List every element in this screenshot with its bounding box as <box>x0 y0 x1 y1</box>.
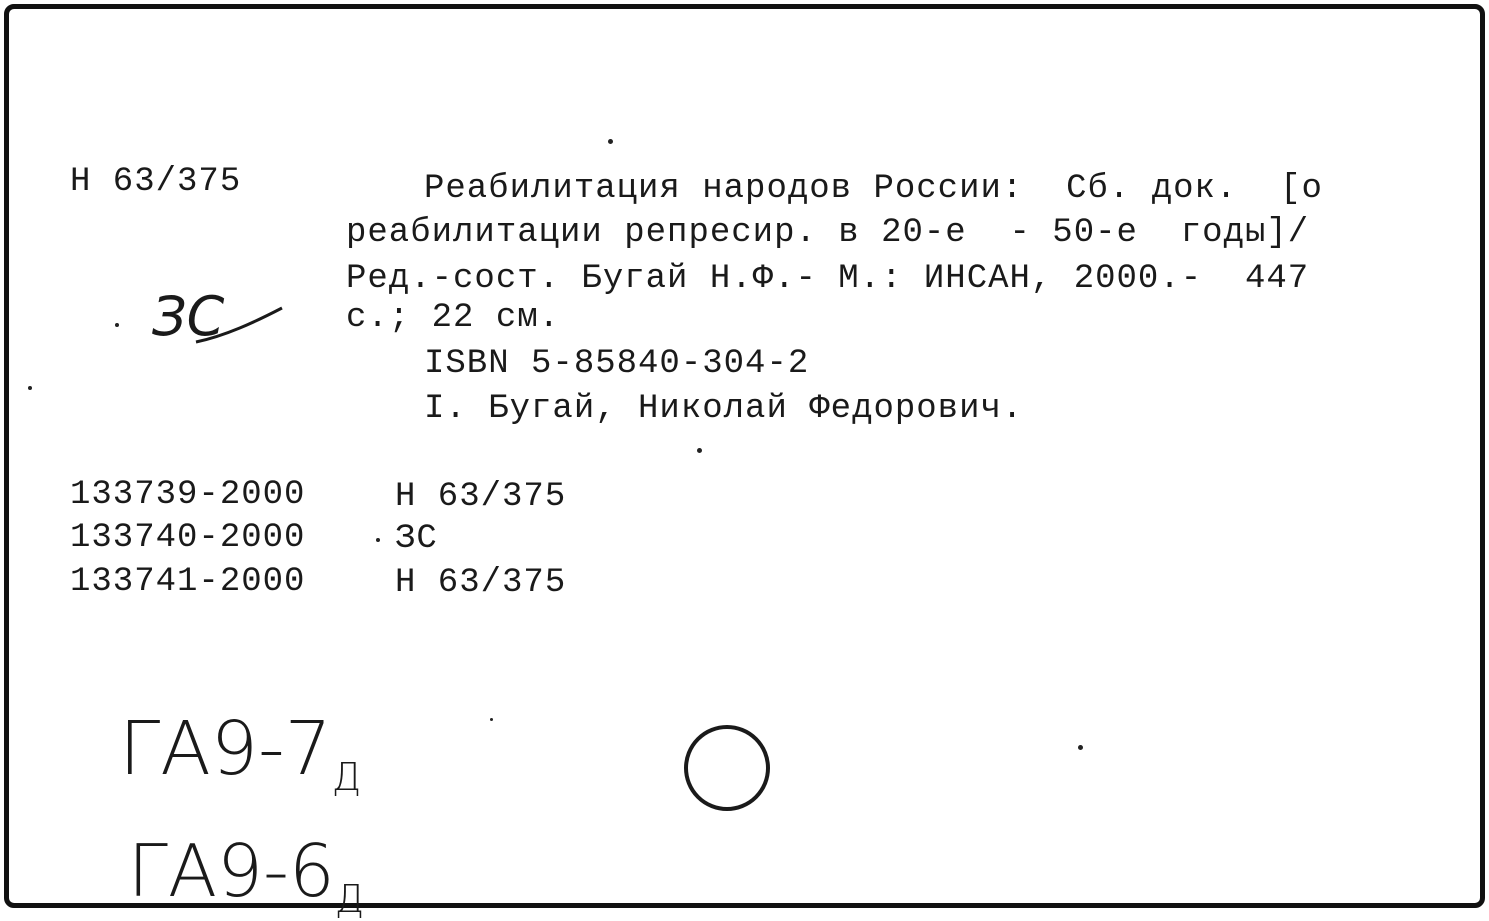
handwritten-location-mark: ЗС <box>152 285 225 348</box>
added-entry: I. Бугай, Николай Федорович. <box>424 390 1024 428</box>
hand-drawn-circle <box>686 727 768 809</box>
entry-line-4: с.; 22 см. <box>346 299 561 337</box>
handwritten-note-1-main: ГА9-7 <box>119 706 332 792</box>
scan-speck <box>697 448 702 453</box>
copy-location-3: Н 63/375 <box>395 564 567 602</box>
entry-line-3: Ред.-сост. Бугай Н.Ф.- М.: ИНСАН, 2000.- 447 <box>346 260 1310 298</box>
copy-location-2: ЗС <box>395 520 438 558</box>
scan-speck <box>376 538 380 542</box>
scan-speck <box>608 139 613 144</box>
copy-inventory-2: 133740-2000 <box>70 519 306 557</box>
scan-speck <box>115 323 119 327</box>
call-number: Н 63/375 <box>70 163 242 201</box>
scan-speck <box>1078 745 1083 750</box>
copy-inventory-3: 133741-2000 <box>70 563 306 601</box>
handwritten-note-2-sub: Д <box>334 877 365 921</box>
scan-speck <box>28 386 32 390</box>
handwritten-note-1-sub: Д <box>331 755 362 799</box>
handwritten-note-2-main: ГА9-6 <box>127 829 335 913</box>
mark-flourish <box>196 308 282 342</box>
isbn: ISBN 5-85840-304-2 <box>424 345 810 383</box>
entry-line-1: Реабилитация народов России: Сб. док. [о <box>424 170 1323 208</box>
copy-location-1: Н 63/375 <box>395 478 567 516</box>
entry-line-2: реабилитации репресир. в 20-е - 50-е годы]/ <box>346 214 1310 252</box>
scan-speck <box>490 718 493 721</box>
copy-inventory-1: 133739-2000 <box>70 476 306 514</box>
